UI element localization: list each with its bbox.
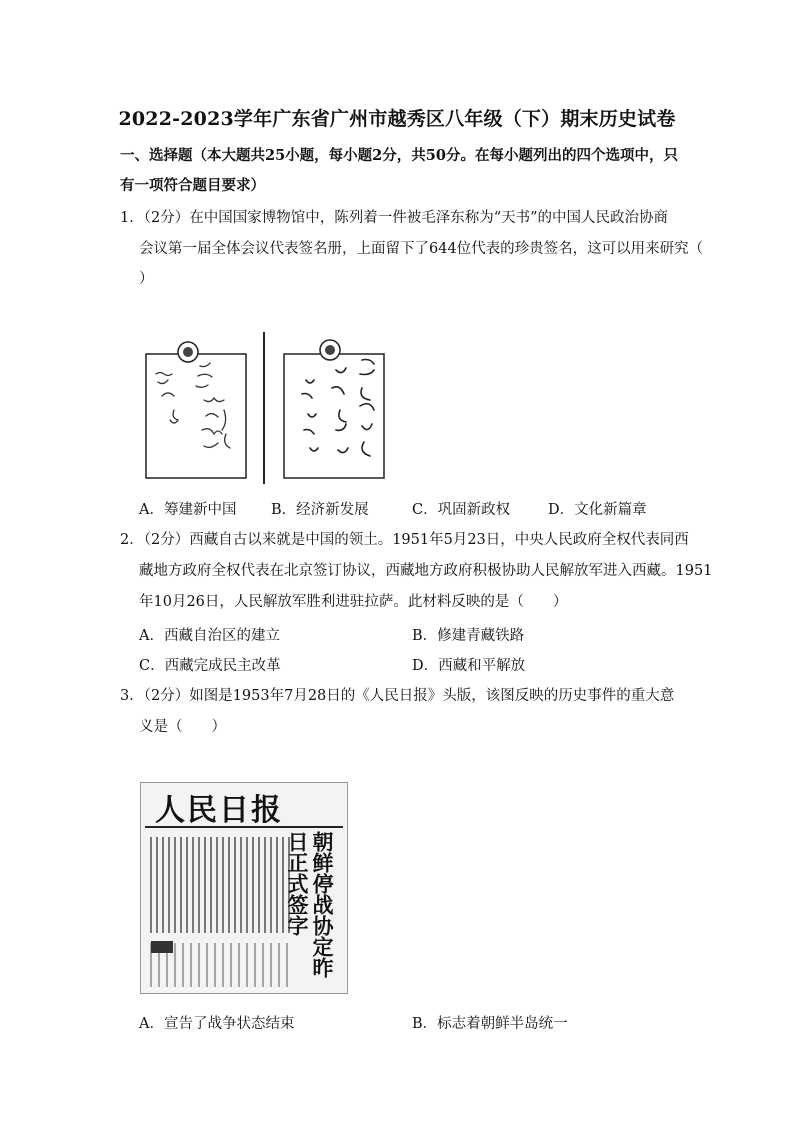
newspaper-headline: 朝鲜停战协定昨日正式签字 bbox=[285, 831, 335, 978]
question-3-line1: 3．（2分）如图是1953年7月28日的《人民日报》头版，该图反映的历史事件的重大意 bbox=[120, 688, 675, 704]
question-1-option-a: A．筹建新中国 bbox=[139, 502, 237, 518]
question-1-option-d: D．文化新篇章 bbox=[548, 502, 647, 518]
question-1-line2: 会议第一届全体会议代表签名册，上面留下了644位代表的珍贵签名，这可以用来研究（ bbox=[139, 241, 704, 257]
question-2-option-b: B．修建青藏铁路 bbox=[412, 628, 525, 644]
newspaper-masthead: 人民日报 bbox=[155, 793, 283, 828]
question-3-option-a: A．宣告了战争状态结束 bbox=[139, 1016, 295, 1032]
question-2-line1: 2．（2分）西藏自古以来就是中国的领土。1951年5月23日，中央人民政府全权代表同西 bbox=[120, 532, 689, 548]
section-header-line1: 一、选择题（本大题共25小题，每小题2分，共50分。在每小题列出的四个选项中，只 bbox=[120, 147, 678, 164]
question-1-option-c: C．巩固新政权 bbox=[412, 502, 511, 518]
exam-title: 2022-2023学年广东省广州市越秀区八年级（下）期末历史试卷 bbox=[118, 108, 676, 130]
question-2-line2: 藏地方政府全权代表在北京签订协议，西藏地方政府积极协助人民解放军进入西藏。1951 bbox=[139, 563, 713, 579]
question-3-line2: 义是（ ） bbox=[139, 719, 226, 735]
question-3-option-b: B．标志着朝鲜半岛统一 bbox=[412, 1016, 568, 1032]
question-1-line3: ） bbox=[139, 271, 154, 287]
question-2-option-a: A．西藏自治区的建立 bbox=[139, 628, 280, 644]
question-1-option-b: B．经济新发展 bbox=[271, 502, 369, 518]
newspaper-image bbox=[140, 782, 348, 994]
question-2-line3: 年10月26日，人民解放军胜利进驻拉萨。此材料反映的是（ ） bbox=[139, 594, 568, 610]
question-2-option-d: D．西藏和平解放 bbox=[412, 658, 526, 674]
question-1-line1: 1．（2分）在中国国家博物馆中，陈列着一件被毛泽东称为“天书”的中国人民政治协商 bbox=[120, 210, 669, 226]
section-header-line2: 有一项符合题目要求） bbox=[120, 177, 265, 194]
signature-pages-image bbox=[140, 330, 390, 490]
question-2-option-c: C．西藏完成民主改革 bbox=[139, 658, 281, 674]
